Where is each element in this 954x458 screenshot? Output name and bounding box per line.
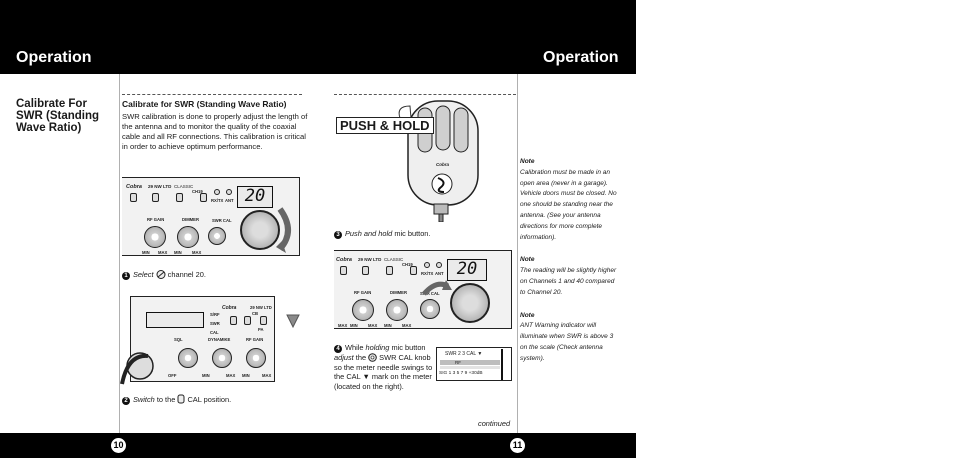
max-label: MAX [158,250,168,255]
indicator-ant [436,262,442,268]
rotate-arrow-icon [422,280,452,296]
min-label: MIN [350,323,358,328]
step-text: mic button [389,343,426,352]
note-heading: Note [520,256,535,264]
dynamike-label: DYNAMIKE [208,337,231,342]
radio-illustration-3 [334,250,514,330]
subsection-title: Calibrate for SWR (Standing Wave Ratio) [122,99,287,109]
radio-model: 29 NW LTD [250,305,272,310]
min-label: MIN [242,373,250,378]
rfgain-knob [144,226,166,248]
step-4 [334,343,434,391]
rfgain-label: RF GAIN [147,217,165,222]
radio-illustration-1 [122,177,302,257]
min-label: MIN [174,250,182,255]
max-label: MAX [368,323,378,328]
ant-label: ANT [225,198,234,203]
indicator-rx [424,262,430,268]
switch-3 [386,266,393,275]
switch-4 [200,193,207,202]
dimmer-label: DIMMER [182,217,199,222]
column-divider-right [517,74,518,433]
step-2 [122,394,312,405]
switch-1 [130,193,137,202]
intro-paragraph: SWR calibration is done to properly adjust the length of the antenna and to monitor the quality of the coaxial cable and all RF connections. This calibration is critical in order to achieve optimum performance. [122,112,308,151]
cb-label: CB [252,311,259,316]
meter-signal-scale: SIG 1 3 5 7 9 +30dB [439,371,483,376]
channel-lcd: 20 [447,259,487,281]
note-heading: Note [520,311,535,319]
radio-brand: Cobra [222,305,237,311]
step-emphasis: holding [365,343,390,352]
dynamike-knob [212,348,232,368]
meter-scale-band [440,366,500,369]
step-text: the [353,353,369,362]
step-emphasis: Select [133,270,154,279]
rfgain-label: RF GAIN [354,290,372,295]
swr-cal-knob-icon [368,353,377,362]
page-number-right: 11 [510,438,525,453]
step-text: channel 20. [165,270,206,279]
note-text: Calibration must be made in an open area (never in a garage). Vehicle doors must be closed. No one should be standing near the antenna. (See your antenna directions for more complete information). [520,168,617,241]
step-text: SWR CAL knob so the meter needle swings to the CAL ▼ mark on the meter (located on the right). [334,353,433,391]
step-number: 2 [122,397,130,405]
rfgain-label: RF GAIN [246,337,264,342]
ch19-label: CH19 [192,189,203,194]
meter-bar [440,360,500,365]
header-title-right: Operation [543,49,619,66]
step-3 [334,229,514,239]
swrcal-label: SWR CAL [420,291,440,296]
min-label: MIN [384,323,392,328]
meter-rf-label: RF [455,360,461,365]
step-text: to the [154,395,178,404]
top-header-band [0,0,636,74]
channel-knob-icon [156,270,166,279]
dashed-rule-right [334,94,516,95]
max-label: MAX [262,373,272,378]
step-1 [122,270,312,280]
channel-selector-knob [240,210,280,250]
max-label: MAX [226,373,236,378]
switch-4 [410,266,417,275]
section-title: Calibrate For SWR (Standing Wave Ratio) [16,98,100,134]
rfgain-knob [246,348,266,368]
sql-label: SQL [174,337,183,342]
max-label: MAX [338,323,348,328]
switch-2 [152,193,159,202]
switch-2 [362,266,369,275]
radio-illustration-2 [130,296,275,382]
radio-brand: Cobra [126,184,142,190]
switch [260,316,267,325]
swr-label: SWR [210,321,220,326]
channel-lcd: 20 [237,186,273,208]
dimmer-knob [177,226,199,248]
step-text: CAL position. [185,395,232,404]
swrcal-knob [208,227,226,245]
rxtx-label: RX/TX [211,198,224,203]
min-label: MIN [142,250,150,255]
indicator-ant [226,189,232,195]
cal-label: CAL [210,330,219,335]
switch [244,316,251,325]
switch-3 [176,193,183,202]
step-emphasis: Push and hold [345,229,393,238]
header-title-left: Operation [16,49,92,66]
right-margin [636,0,954,458]
max-label: MAX [402,323,412,328]
step-number: 1 [122,272,130,280]
swrcal-label: SWR CAL [212,218,232,223]
step-text: While [345,343,366,352]
swr-meter-illustration [436,347,512,381]
min-label: MIN [202,373,210,378]
rfgain-knob [352,299,374,321]
step-number: 3 [334,231,342,239]
meter-needle [501,349,503,380]
note-text: ANT Warning indicator will illuminate when SWR is above 3 on the scale (Check antenna system). [520,322,614,362]
bottom-footer-band [0,433,636,458]
microphone-brand: Cobra [436,162,450,167]
step-emphasis: Switch [133,395,155,404]
ant-label: ANT [435,271,444,276]
off-label: OFF [168,373,177,378]
note-text: The reading will be slightly higher on Channels 1 and 40 compared to Channel 20. [520,267,617,296]
radio-model: 29 NW LTD [148,184,172,189]
switch-1 [340,266,347,275]
step-emphasis: adjust [334,353,354,362]
meter-display [146,312,204,328]
srf-label: S/RF [210,312,220,317]
meter-swr-scale: SWR 2 3 CAL ▼ [445,351,483,357]
page-number-left: 10 [111,438,126,453]
radio-model: 29 NW LTD [358,257,382,262]
continued-label: continued [478,419,511,428]
push-hold-callout: PUSH & HOLD [336,117,434,134]
dimmer-knob [386,299,408,321]
notes-column [520,157,620,365]
radio-edition: CLASSIC [384,257,404,262]
dimmer-label: DIMMER [390,290,407,295]
step-text: mic button. [392,229,431,238]
step-number: 4 [334,345,342,353]
indicator-rx [214,189,220,195]
max-label: MAX [192,250,202,255]
radio-edition: CLASSIC [174,184,194,189]
channel-selector-knob [450,283,490,323]
hand-turning-knob-icon [118,340,158,386]
rxtx-label: RX/TX [421,271,434,276]
meter-switch [230,316,237,325]
rotate-arrow-icon [276,207,298,255]
radio-brand: Cobra [336,257,352,263]
swrcal-knob [420,299,440,319]
ch19-label: CH19 [402,262,413,267]
down-arrow-icon [286,314,300,328]
note-heading: Note [520,158,535,165]
dashed-rule-left [122,94,302,95]
squelch-knob [178,348,198,368]
pa-label: PA [258,327,264,332]
